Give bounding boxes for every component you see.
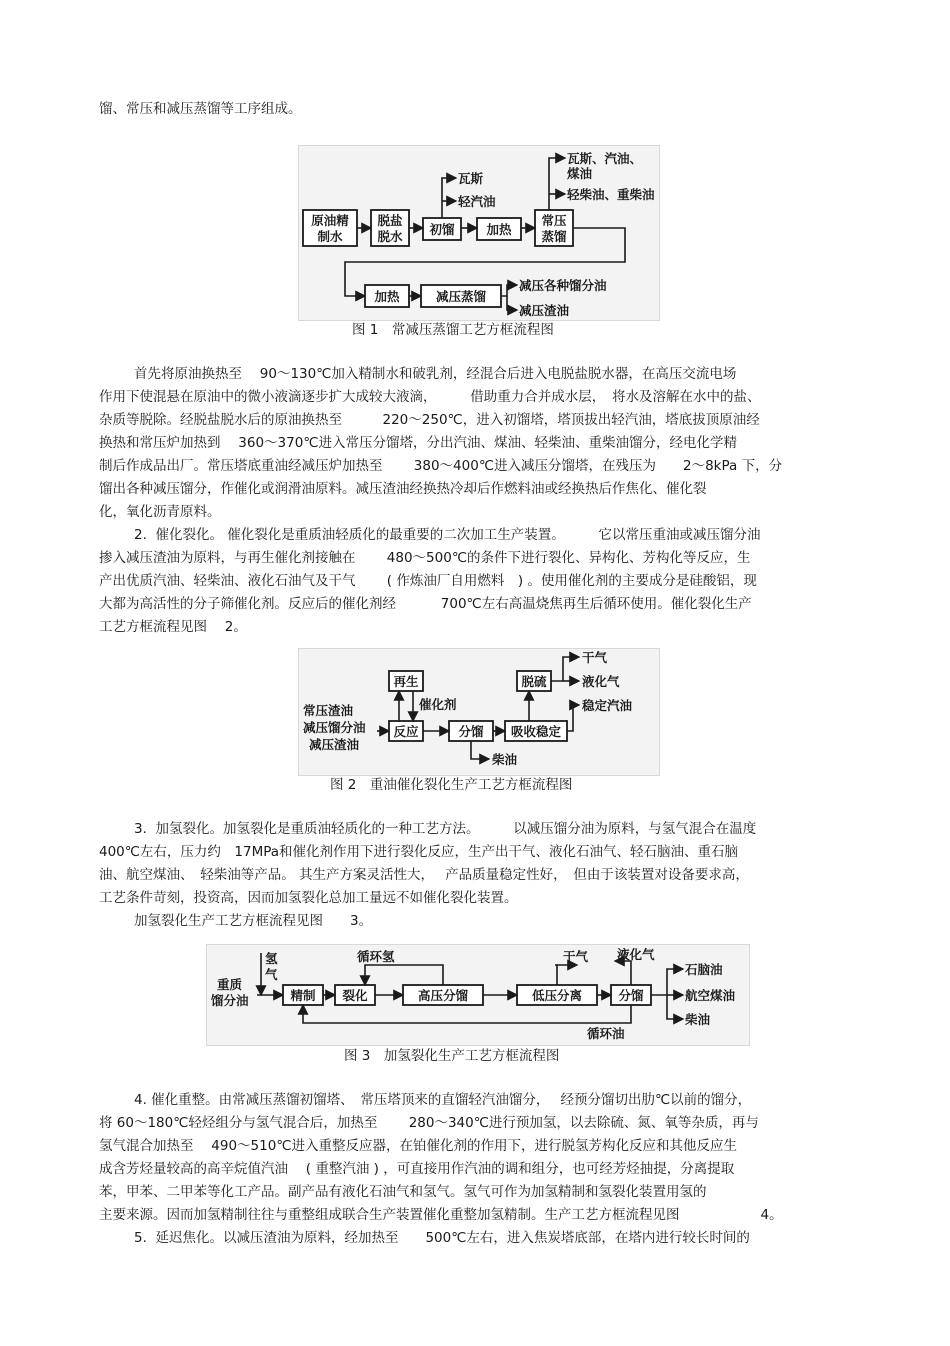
box-crude-line1: 原油精: [311, 213, 349, 228]
feed-vac-fraction: 减压馏分油: [303, 720, 366, 735]
feed-heavy-line1: 重质: [217, 977, 243, 992]
out-stable-gasoline: 稳定汽油: [582, 698, 633, 713]
box-desalt-line1: 脱盐: [377, 213, 403, 228]
figure-3: [206, 944, 750, 1046]
out-jet-fuel: 航空煤油: [685, 988, 736, 1003]
para1-line1: 首先将原油换热至 90～130℃加入精制水和破乳剂，经混合后进入电脱盐脱水器，在高压交流电场: [134, 366, 737, 382]
figure-1: [298, 145, 660, 321]
para2-line3: 产出优质汽油、轻柴油、液化石油气及干气 ( 作炼油厂自用燃料 ) 。使用催化剂的主要成分是硅酸铝，现: [99, 573, 757, 589]
figure-1-caption: 图 1 常减压蒸馏工艺方框流程图: [352, 322, 554, 338]
figure-3-caption: 图 3 加氢裂化生产工艺方框流程图: [344, 1048, 560, 1064]
para1-line5: 制后作成品出厂。常压塔底重油经减压炉加热至 380～400℃进入减压分馏塔，在残压为 2～8kPa 下，分: [99, 458, 783, 474]
box-atm-line1: 常压: [541, 213, 567, 228]
box-desalt-line2: 脱水: [377, 229, 403, 244]
para3-line2: 400℃左右，压力约 17MPa和催化剂作用下进行裂化反应，生产出干气、液化石油气、轻石脑油、重石脑: [99, 844, 739, 860]
box-regeneration: 再生: [393, 674, 419, 689]
feed-vac-residue: 减压渣油: [309, 737, 360, 752]
para1-line7: 化，氧化沥青原料。: [99, 504, 221, 520]
out-naphtha: 石脑油: [685, 962, 723, 977]
hydrogen-line1: 氢: [265, 951, 278, 966]
para2-line4: 大都为高活性的分子筛催化剂。反应后的催化剂经 700℃左右高温烧焦再生后循环使用。催化裂化生产: [99, 596, 752, 612]
figure-2-caption: 图 2 重油催化裂化生产工艺方框流程图: [330, 777, 573, 793]
hydrogen-line2: 气: [265, 967, 278, 982]
para1-line4: 换热和常压炉加热到 360～370℃进入常压分馏塔，分出汽油、煤油、轻柴油、重柴油馏分，经电化学精: [99, 435, 737, 451]
para3-line3: 油、航空煤油、 轻柴油等产品。 其生产方案灵活性大， 产品质量稳定性好， 但由于该装置对设备要求高，: [99, 867, 749, 883]
out-dry-gas: 干气: [563, 949, 589, 964]
box-low-pressure-sep: 低压分离: [531, 988, 583, 1003]
out-diesel: 柴油: [492, 752, 518, 767]
para4-line4: 成含芳烃量较高的高辛烷值汽油 ( 重整汽油 ) ，可直接用作汽油的调和组分，也可经芳烃抽提，分离提取: [99, 1161, 735, 1177]
feed-atm-residue: 常压渣油: [303, 703, 354, 718]
para4-line3: 氢气混合加热至 490～510℃进入重整反应器，在铂催化剂的作用下，进行脱氢芳构化反应和其他反应生: [99, 1138, 737, 1154]
out-top-line2: 煤油: [567, 166, 593, 181]
para4-line1: 4. 催化重整。由常减压蒸馏初馏塔、 常压塔顶来的直馏轻汽油馏分， 经预分馏切出肋℃以前的馏分，: [134, 1092, 752, 1108]
box-initial-distillation: 初馏: [429, 222, 455, 237]
box-absorption-stabilization: 吸收稳定: [510, 724, 562, 739]
para1-line6: 馏出各种减压馏分，作催化或润滑油原料。减压渣油经换热冷却后作燃料油或经换热后作焦化、催化裂: [99, 481, 707, 497]
box-crude-line2: 制水: [317, 229, 343, 244]
box-heating-2: 加热: [374, 289, 400, 304]
out-light-naphtha: 轻汽油: [458, 194, 496, 209]
para1-line3: 杂质等脱除。经脱盐脱水后的原油换热至 220～250℃，进入初馏塔，塔顶拔出轻汽油，塔底拔顶原油经: [99, 412, 760, 428]
para1-line2: 作用下使混悬在原油中的微小液滴逐步扩大成较大液滴， 借助重力合并成水层， 将水及溶解在水中的盐、: [99, 389, 761, 405]
out-lpg: 液化气: [582, 674, 620, 689]
para4-line5: 苯，甲苯、二甲苯等化工产品。副产品有液化石油气和氢气。氢气可作为加氢精制和氢裂化装置用氢的: [99, 1184, 707, 1200]
box-reaction: 反应: [393, 724, 419, 739]
para5-line1: 5. 延迟焦化。以减压渣油为原料，经加热至 500℃左右，进入焦炭塔底部，在塔内进行较长时间的: [134, 1230, 750, 1246]
box-fractionation: 分馏: [618, 988, 644, 1003]
out-dry-gas: 干气: [582, 650, 608, 665]
box-cracking: 裂化: [342, 988, 368, 1003]
para3-line5: 加氢裂化生产工艺方框流程见图 3。: [134, 913, 373, 929]
box-refining: 精制: [290, 988, 316, 1003]
out-vac-fractions: 减压各种馏分油: [519, 278, 607, 293]
intro-line: 馏、常压和减压蒸馏等工序组成。: [99, 101, 302, 117]
out-gas: 瓦斯: [458, 171, 484, 186]
para2-line5: 工艺方框流程见图 2。: [99, 619, 247, 635]
box-fractionation: 分馏: [458, 724, 484, 739]
label-recycle-oil: 循环油: [587, 1026, 625, 1041]
box-vacuum-distillation: 减压蒸馏: [435, 289, 487, 304]
para2-line2: 掺入减压渣油为原料，与再生催化剂接触在 480～500℃的条件下进行裂化、异构化、芳构化等反应，生: [99, 550, 751, 566]
para2-line1: 2. 催化裂化。 催化裂化是重质油轻质化的最重要的二次加工生产装置。 它以常压重油或减压馏分油: [134, 527, 761, 543]
box-atm-line2: 蒸馏: [541, 229, 567, 244]
label-recycle-hydrogen: 循环氢: [357, 949, 395, 964]
out-top-line1: 瓦斯、汽油、: [567, 151, 643, 166]
out-vac-residue: 减压渣油: [519, 303, 570, 318]
out-diesel: 轻柴油、重柴油: [567, 187, 655, 202]
box-heating-1: 加热: [486, 222, 512, 237]
para3-line1: 3. 加氢裂化。加氢裂化是重质油轻质化的一种工艺方法。 以减压馏分油为原料，与氢气混合在温度: [134, 821, 757, 837]
out-lpg: 液化气: [617, 947, 655, 962]
para4-line6: 主要来源。因而加氢精制往往与重整组成联合生产装置催化重整加氢精制。生产工艺方框流程见图 4。: [99, 1207, 783, 1223]
para3-line4: 工艺条件苛刻，投资高，因而加氢裂化总加工量远不如催化裂化装置。: [99, 890, 518, 906]
box-high-pressure-sep: 高压分馏: [417, 988, 469, 1003]
out-diesel: 柴油: [685, 1012, 711, 1027]
label-catalyst: 催化剂: [419, 697, 457, 712]
para4-line2: 将 60～180℃轻烃组分与氢气混合后，加热至 280～340℃进行预加氢，以去除硫、氮、氧等杂质，再与: [99, 1115, 759, 1131]
box-desulfurization: 脱硫: [521, 674, 547, 689]
figure-2: [298, 648, 660, 776]
feed-heavy-line2: 馏分油: [211, 993, 249, 1008]
